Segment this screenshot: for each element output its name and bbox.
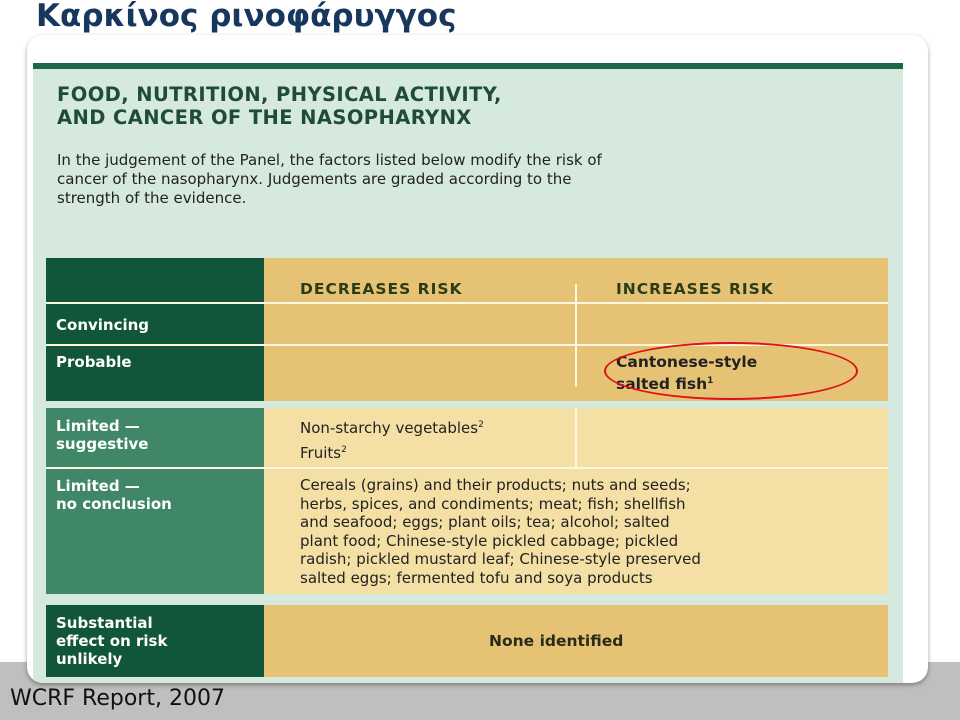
no-conclusion-line-6: salted eggs; fermented tofu and soya products	[300, 568, 653, 587]
row-label-limited-suggestive	[56, 417, 148, 453]
intro-line-2: cancer of the nasopharynx. Judgements are graded according to the	[57, 170, 572, 188]
probable-increases-line-2: salted fish	[616, 374, 708, 393]
row-label-probable: Probable	[56, 353, 132, 371]
decreases-item-vegetables: Non-starchy vegetables	[300, 419, 479, 437]
no-conclusion-line-2: herbs, spices, and condiments; meat; fish; shellfish	[300, 494, 686, 513]
decreases-item-fruits: Fruits	[300, 443, 342, 462]
slide-title: Καρκίνος ρινοφάρυγγος	[36, 0, 457, 34]
row-divider-limited	[46, 467, 888, 469]
footnote-1: 1	[707, 375, 714, 386]
intro-line-1: In the judgement of the Panel, the factors listed below modify the risk of	[57, 151, 602, 169]
source-caption: WCRF Report, 2007	[10, 686, 225, 711]
intro-line-3: strength of the evidence.	[57, 189, 247, 207]
column-header-decreases: DECREASES RISK	[300, 280, 463, 298]
no-conclusion-line-5: radish; pickled mustard leaf; Chinese-style preserved	[300, 550, 701, 568]
footnote-2a: 2	[478, 420, 484, 430]
row-label-substantial	[56, 614, 167, 668]
highlight-circle	[604, 342, 858, 400]
row-label-convincing: Convincing	[56, 316, 150, 334]
no-conclusion-line-3: and seafood; eggs; plant oils; tea; alcohol; salted	[300, 513, 670, 531]
table-band-limited	[46, 408, 888, 594]
row-label-limited-no-conclusion	[56, 477, 172, 513]
limited-suggestive-label-line-2: suggestive	[56, 435, 149, 453]
column-header-increases: INCREASES RISK	[616, 280, 774, 298]
limited-suggestive-label-line-1: Limited —	[56, 417, 140, 435]
no-conclusion-line-1: Cereals (grains) and their products; nuts and seeds;	[300, 476, 691, 494]
panel-heading-line-2: AND CANCER OF THE NASOPHARYNX	[57, 106, 472, 129]
row-labels-column	[46, 258, 264, 401]
report-panel	[33, 63, 903, 683]
limited-no-conclusion-cell	[300, 476, 701, 587]
limited-labels-column	[46, 408, 264, 594]
substantial-label-line-2: effect on risk	[56, 632, 168, 650]
limited-no-conclusion-label-line-1: Limited —	[56, 477, 140, 495]
panel-heading-line-1: FOOD, NUTRITION, PHYSICAL ACTIVITY,	[57, 83, 502, 106]
footnote-2b: 2	[341, 444, 347, 455]
image-frame	[27, 35, 928, 683]
substantial-label-column	[46, 605, 264, 677]
limited-suggestive-decreases-cell	[300, 416, 484, 462]
no-conclusion-line-4: plant food; Chinese-style pickled cabbage; pickled	[300, 531, 679, 550]
panel-intro	[57, 151, 887, 208]
panel-heading	[57, 83, 502, 129]
column-divider-limited	[575, 408, 577, 467]
limited-no-conclusion-label-line-2: no conclusion	[56, 495, 172, 513]
substantial-label-line-1: Substantial	[56, 614, 153, 632]
substantial-label-line-3: unlikely	[56, 650, 123, 668]
substantial-cell: None identified	[489, 632, 624, 650]
probable-increases-line-1: Cantonese-style	[616, 353, 758, 371]
table-band-substantial	[46, 605, 888, 677]
column-divider-top	[575, 284, 577, 387]
header-divider	[46, 302, 888, 304]
